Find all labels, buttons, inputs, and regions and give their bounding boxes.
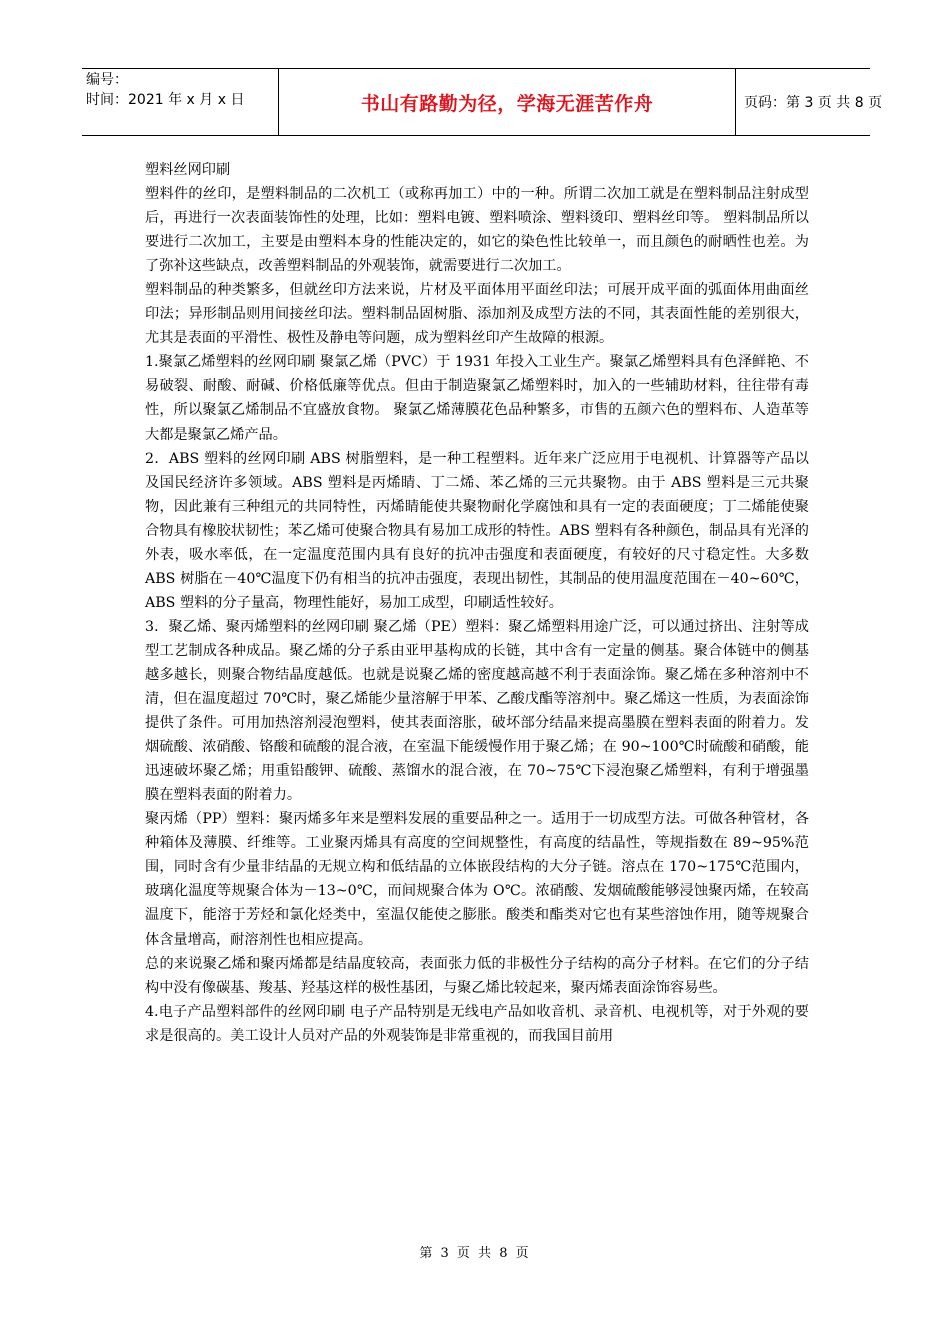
paragraph: 塑料制品的种类繁多，但就丝印方法来说，片材及平面体用平面丝印法；可展开成平面的弧面体用曲面丝印法；异形制品则用间接丝印法。塑料制品固树脂、添加剂及成型方法的不同，其表面性能的差别很大，尤其是表面的平滑性、极性及静电等问题，成为塑料丝印产生故障的根源。: [145, 282, 809, 347]
paragraph: 4.电子产品塑料部件的丝网印刷 电子产品特别是无线电产品如收音机、录音机、电视机等，对于外观的要求是很高的。美工设计人员对产品的外观装饰是非常重视的，而我国目前用: [145, 1003, 809, 1044]
document-number-label: 编号：: [86, 72, 128, 88]
paragraph: 3．聚乙烯、聚丙烯塑料的丝网印刷 聚乙烯（PE）塑料：聚乙烯塑料用途广泛，可以通过挤出、注射等成型工艺制成各种成品。聚乙烯的分子系由亚甲基构成的长链，其中含有一定量的侧基。聚合体链中的侧基越多越长，则聚合物结晶度越低。也就是说聚乙烯的密度越高越不利于表面涂饰。聚乙烯在多种溶剂中不清，但在温度超过 70℃时，聚乙烯能少量溶解于甲苯、乙酸戊酯等溶剂中。聚乙烯这一性质，为表面涂饰提供了条件。可用加热溶剂浸泡塑料，使其表面溶胀，破坏部分结晶来提高墨膜在塑料表面的附着力。发烟硫酸、浓硝酸、铬酸和硫酸的混合液，在室温下能缓慢作用于聚乙烯；在 90~100℃时硫酸和硝酸，能迅速破坏聚乙烯；用重铅酸钾、硫酸、蒸馏水的混合液，在 70~75℃下浸泡聚乙烯塑料，有利于增强墨膜在塑料表面的附着力。: [145, 618, 809, 804]
document-body: [145, 158, 809, 1048]
header-motto: 书山有路勤为径，学海无涯苦作舟: [360, 93, 654, 115]
section-title: 塑料丝网印刷: [145, 162, 231, 178]
header-page-number: 页码：第 3 页 共 8 页: [744, 95, 883, 111]
paragraph: 总的来说聚乙烯和聚丙烯都是结晶度较高，表面张力低的非极性分子结构的高分子材料。在它们的分子结构中没有像碳基、羧基、羟基这样的极性基团，与聚乙烯比较起来，聚丙烯表面涂饰容易些。: [145, 955, 809, 996]
header-right-cell: [736, 69, 883, 135]
paragraph: 塑料件的丝印，是塑料制品的二次机工（或称再加工）中的一种。所谓二次加工就是在塑料制品注射成型后，再进行一次表面装饰性的处理，比如：塑料电镀、塑料喷涂、塑料烫印、塑料丝印等。 塑料制品所以要进行二次加工，主要是由塑料本身的性能决定的，如它的染色性比较单一，而且颜色的耐晒性也差。为了弥补这些缺点，改善塑料制品的外观装饰，就需要进行二次加工。: [145, 186, 809, 275]
paragraph: 1.聚氯乙烯塑料的丝网印刷 聚氯乙烯（PVC）于 1931 年投入工业生产。聚氯乙烯塑料具有色泽鲜艳、不易破裂、耐酸、耐碱、价格低廉等优点。但由于制造聚氯乙烯塑料时，加入的一些辅助材料，往往带有毒性，所以聚氯乙烯制品不宜盛放食物。 聚氯乙烯薄膜花色品种繁多，市售的五颜六色的塑料布、人造革等大都是聚氯乙烯产品。: [145, 354, 809, 443]
paragraph: 聚丙烯（PP）塑料：聚丙烯多年来是塑料发展的重要品种之一。适用于一切成型方法。可做各种管材，各种箱体及薄膜、纤维等。工业聚丙烯具有高度的空间规整性，有高度的结晶性，等规指数在 89~95%范围，同时含有少量非结晶的无规立构和低结晶的立体嵌段结构的大分子链。溶点在 170~175℃范围内，玻璃化温度等规聚合体为－13~0℃，而间规聚合体为 O℃。浓硝酸、发烟硫酸能够浸蚀聚丙烯，在较高温度下，能溶于芳烃和氯化烃类中，室温仅能使之膨胀。酸类和酯类对它也有某些溶蚀作用，随等规聚合体含量增高，耐溶剂性也相应提高。: [145, 811, 809, 948]
document-date: 时间：2021 年 x 月 x 日: [86, 92, 245, 108]
header-middle-cell: [279, 69, 736, 135]
page-header: [82, 68, 883, 136]
paragraph: 2．ABS 塑料的丝网印刷 ABS 树脂塑料，是一种工程塑料。近年来广泛应用于电视机、计算器等产品以及国民经济许多领域。ABS 塑料是丙烯睛、丁二烯、苯乙烯的三元共聚物。由于 ABS 塑料是三元共聚物，因此兼有三种组元的共同特性，丙烯睛能使共聚物耐化学腐蚀和具有一定的表面硬度；丁二烯能使聚合物具有橡胶状韧性；苯乙烯可使聚合物具有易加工成形的特性。ABS 塑料有各种颜色，制品具有光泽的外表，吸水率低，在一定温度范围内具有良好的抗冲击强度和表面硬度，有较好的尺寸稳定性。大多数 ABS 树脂在－40℃温度下仍有相当的抗冲击强度，表现出韧性，其制品的使用温度范围在－40~60℃，ABS 塑料的分子量高，物理性能好，易加工成型，印刷适性较好。: [145, 450, 809, 611]
header-left-cell: [82, 69, 279, 135]
page-footer: 第 3 页 共 8 页: [419, 1246, 531, 1261]
